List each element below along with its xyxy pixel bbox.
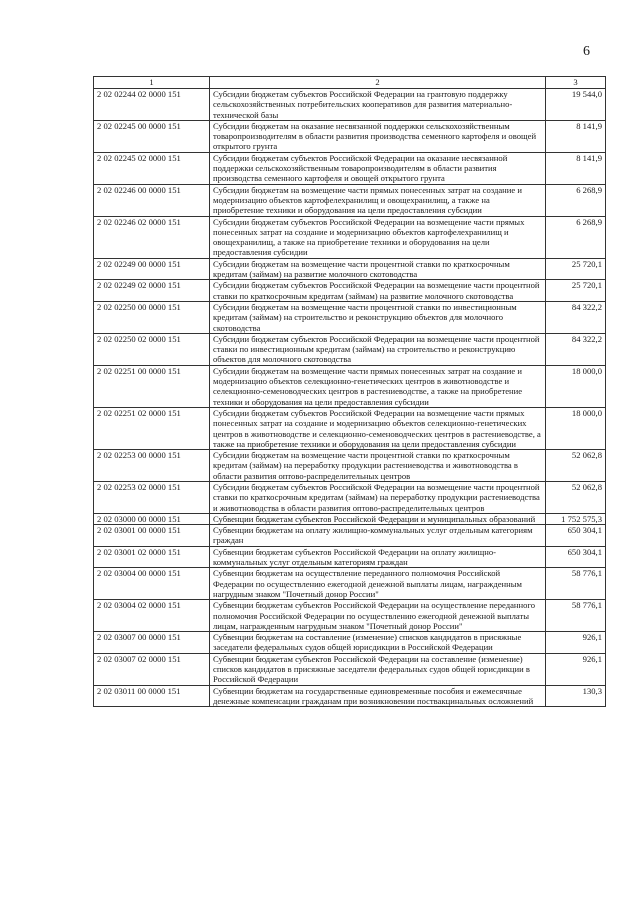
budget-code: 2 02 02245 02 0000 151	[94, 152, 210, 184]
table-row	[94, 407, 606, 449]
amount: 8 141,9	[546, 120, 606, 152]
budget-code: 2 02 03000 00 0000 151	[94, 513, 210, 524]
amount: 19 544,0	[546, 89, 606, 121]
item-description: Субвенции бюджетам субъектов Российской Федерации на составление (изменение) списков кандидатов в присяжные заседатели федеральных судов общей юрисдикции в Российской Федерации	[210, 653, 546, 685]
item-description: Субсидии бюджетам на оказание несвязанной поддержки сельскохозяйственным товаропроизводителям в области развития производства семенного картофеля и овощей открытого грунта	[210, 120, 546, 152]
column-header-name: 2	[210, 77, 546, 89]
column-header-code: 1	[94, 77, 210, 89]
item-description: Субсидии бюджетам на возмещение части процентной ставки по краткосрочным кредитам (займам) на развитие молочного скотоводства	[210, 258, 546, 280]
table-row	[94, 301, 606, 333]
budget-code: 2 02 02250 02 0000 151	[94, 333, 210, 365]
amount: 84 322,2	[546, 301, 606, 333]
amount: 6 268,9	[546, 216, 606, 258]
amount: 18 000,0	[546, 407, 606, 449]
table-row	[94, 513, 606, 524]
amount: 84 322,2	[546, 333, 606, 365]
budget-code: 2 02 03007 00 0000 151	[94, 632, 210, 654]
amount: 650 304,1	[546, 525, 606, 547]
amount: 58 776,1	[546, 600, 606, 632]
budget-table	[93, 76, 606, 707]
amount: 6 268,9	[546, 184, 606, 216]
budget-code: 2 02 02246 02 0000 151	[94, 216, 210, 258]
table-row	[94, 600, 606, 632]
amount: 58 776,1	[546, 568, 606, 600]
table-body	[94, 89, 606, 707]
table-row	[94, 280, 606, 302]
table-row	[94, 216, 606, 258]
table-row	[94, 481, 606, 513]
budget-code: 2 02 03011 00 0000 151	[94, 685, 210, 707]
budget-code: 2 02 02253 02 0000 151	[94, 481, 210, 513]
item-description: Субвенции бюджетам на составление (изменение) списков кандидатов в присяжные заседатели федеральных судов общей юрисдикции в Российской Федерации	[210, 632, 546, 654]
item-description: Субсидии бюджетам субъектов Российской Федерации на оказание несвязанной поддержки сельскохозяйственным товаропроизводителям в области развития производства семенного картофеля и овощей открытого грунта	[210, 152, 546, 184]
budget-code: 2 02 03004 02 0000 151	[94, 600, 210, 632]
budget-code: 2 02 02244 02 0000 151	[94, 89, 210, 121]
table-row	[94, 685, 606, 707]
budget-code: 2 02 03007 02 0000 151	[94, 653, 210, 685]
table-row	[94, 450, 606, 482]
item-description: Субсидии бюджетам на возмещение части процентной ставки по инвестиционным кредитам (займам) на строительство и реконструкцию объектов для молочного скотоводства	[210, 301, 546, 333]
amount: 25 720,1	[546, 258, 606, 280]
budget-code: 2 02 02251 00 0000 151	[94, 365, 210, 407]
amount: 18 000,0	[546, 365, 606, 407]
item-description: Субсидии бюджетам на возмещение части прямых понесенных затрат на создание и модернизацию объектов селекционно-генетических центров в животноводстве и селекционно-семеноводческих центров в растениеводстве, а также на приобретение техники и оборудования на цели предоставления субсидии	[210, 365, 546, 407]
table-row	[94, 333, 606, 365]
amount: 1 752 575,3	[546, 513, 606, 524]
item-description: Субсидии бюджетам субъектов Российской Федерации на возмещение части процентной ставки по краткосрочным кредитам (займам) на переработку продукции растениеводства и животноводства в области развития оптово-распределительных центров	[210, 481, 546, 513]
budget-code: 2 02 03001 00 0000 151	[94, 525, 210, 547]
table-row	[94, 653, 606, 685]
item-description: Субсидии бюджетам на возмещение части процентной ставки по краткосрочным кредитам (займам) на переработку продукции растениеводства и животноводства в области развития оптово-распределительных центров	[210, 450, 546, 482]
table-row	[94, 525, 606, 547]
table-row	[94, 89, 606, 121]
item-description: Субвенции бюджетам субъектов Российской Федерации на осуществление переданного полномочия Российской Федерации по осуществлению ежегодной денежной выплаты лицам, награжденным нагрудным знаком "Почетный донор России"	[210, 600, 546, 632]
item-description: Субсидии бюджетам субъектов Российской Федерации на возмещение части прямых понесенных затрат на создание и модернизацию объектов селекционно-генетических центров в животноводстве и селекционно-семеноводческих центров в растениеводстве, а также на приобретение техники и оборудования на цели предоставления субсидии	[210, 407, 546, 449]
item-description: Субвенции бюджетам субъектов Российской Федерации и муниципальных образований	[210, 513, 546, 524]
item-description: Субвенции бюджетам субъектов Российской Федерации на оплату жилищно-коммунальных услуг отдельным категориям граждан	[210, 546, 546, 568]
amount: 52 062,8	[546, 481, 606, 513]
budget-code: 2 02 02249 02 0000 151	[94, 280, 210, 302]
budget-code: 2 02 02251 02 0000 151	[94, 407, 210, 449]
amount: 130,3	[546, 685, 606, 707]
table-row	[94, 258, 606, 280]
amount: 926,1	[546, 632, 606, 654]
column-header-amount: 3	[546, 77, 606, 89]
table-row	[94, 120, 606, 152]
page-number: 6	[583, 44, 590, 59]
table-row	[94, 546, 606, 568]
item-description: Субвенции бюджетам на оплату жилищно-коммунальных услуг отдельным категориям граждан	[210, 525, 546, 547]
budget-code: 2 02 02246 00 0000 151	[94, 184, 210, 216]
budget-code: 2 02 03001 02 0000 151	[94, 546, 210, 568]
budget-code: 2 02 02249 00 0000 151	[94, 258, 210, 280]
budget-code: 2 02 03004 00 0000 151	[94, 568, 210, 600]
amount: 8 141,9	[546, 152, 606, 184]
amount: 650 304,1	[546, 546, 606, 568]
table-row	[94, 184, 606, 216]
table-row	[94, 632, 606, 654]
budget-code: 2 02 02253 00 0000 151	[94, 450, 210, 482]
amount: 926,1	[546, 653, 606, 685]
table-row	[94, 568, 606, 600]
item-description: Субсидии бюджетам субъектов Российской Федерации на возмещение части процентной ставки по краткосрочным кредитам (займам) на развитие молочного скотоводства	[210, 280, 546, 302]
item-description: Субсидии бюджетам субъектов Российской Федерации на возмещение части прямых понесенных затрат на создание и модернизацию объектов картофелехранилищ и овощехранилищ, а также на приобретение техники и оборудования на цели предоставления субсидии	[210, 216, 546, 258]
table-header-row	[94, 77, 606, 89]
amount: 52 062,8	[546, 450, 606, 482]
item-description: Субсидии бюджетам субъектов Российской Федерации на возмещение части процентной ставки по инвестиционным кредитам (займам) на строительство и реконструкцию объектов для молочного скотоводства	[210, 333, 546, 365]
item-description: Субсидии бюджетам субъектов Российской Федерации на грантовую поддержку сельскохозяйственных потребительских кооперативов для развития материально-технической базы	[210, 89, 546, 121]
budget-code: 2 02 02250 00 0000 151	[94, 301, 210, 333]
table-row	[94, 365, 606, 407]
table-row	[94, 152, 606, 184]
budget-code: 2 02 02245 00 0000 151	[94, 120, 210, 152]
item-description: Субсидии бюджетам на возмещение части прямых понесенных затрат на создание и модернизацию объектов картофелехранилищ и овощехранилищ, а также на приобретение техники и оборудования на цели предоставления субсидии	[210, 184, 546, 216]
amount: 25 720,1	[546, 280, 606, 302]
item-description: Субвенции бюджетам на осуществление переданного полномочия Российской Федерации по осуществлению ежегодной денежной выплаты лицам, награжденным нагрудным знаком "Почетный донор России"	[210, 568, 546, 600]
item-description: Субвенции бюджетам на государственные единовременные пособия и ежемесячные денежные компенсации гражданам при возникновении поствакцинальных осложнений	[210, 685, 546, 707]
